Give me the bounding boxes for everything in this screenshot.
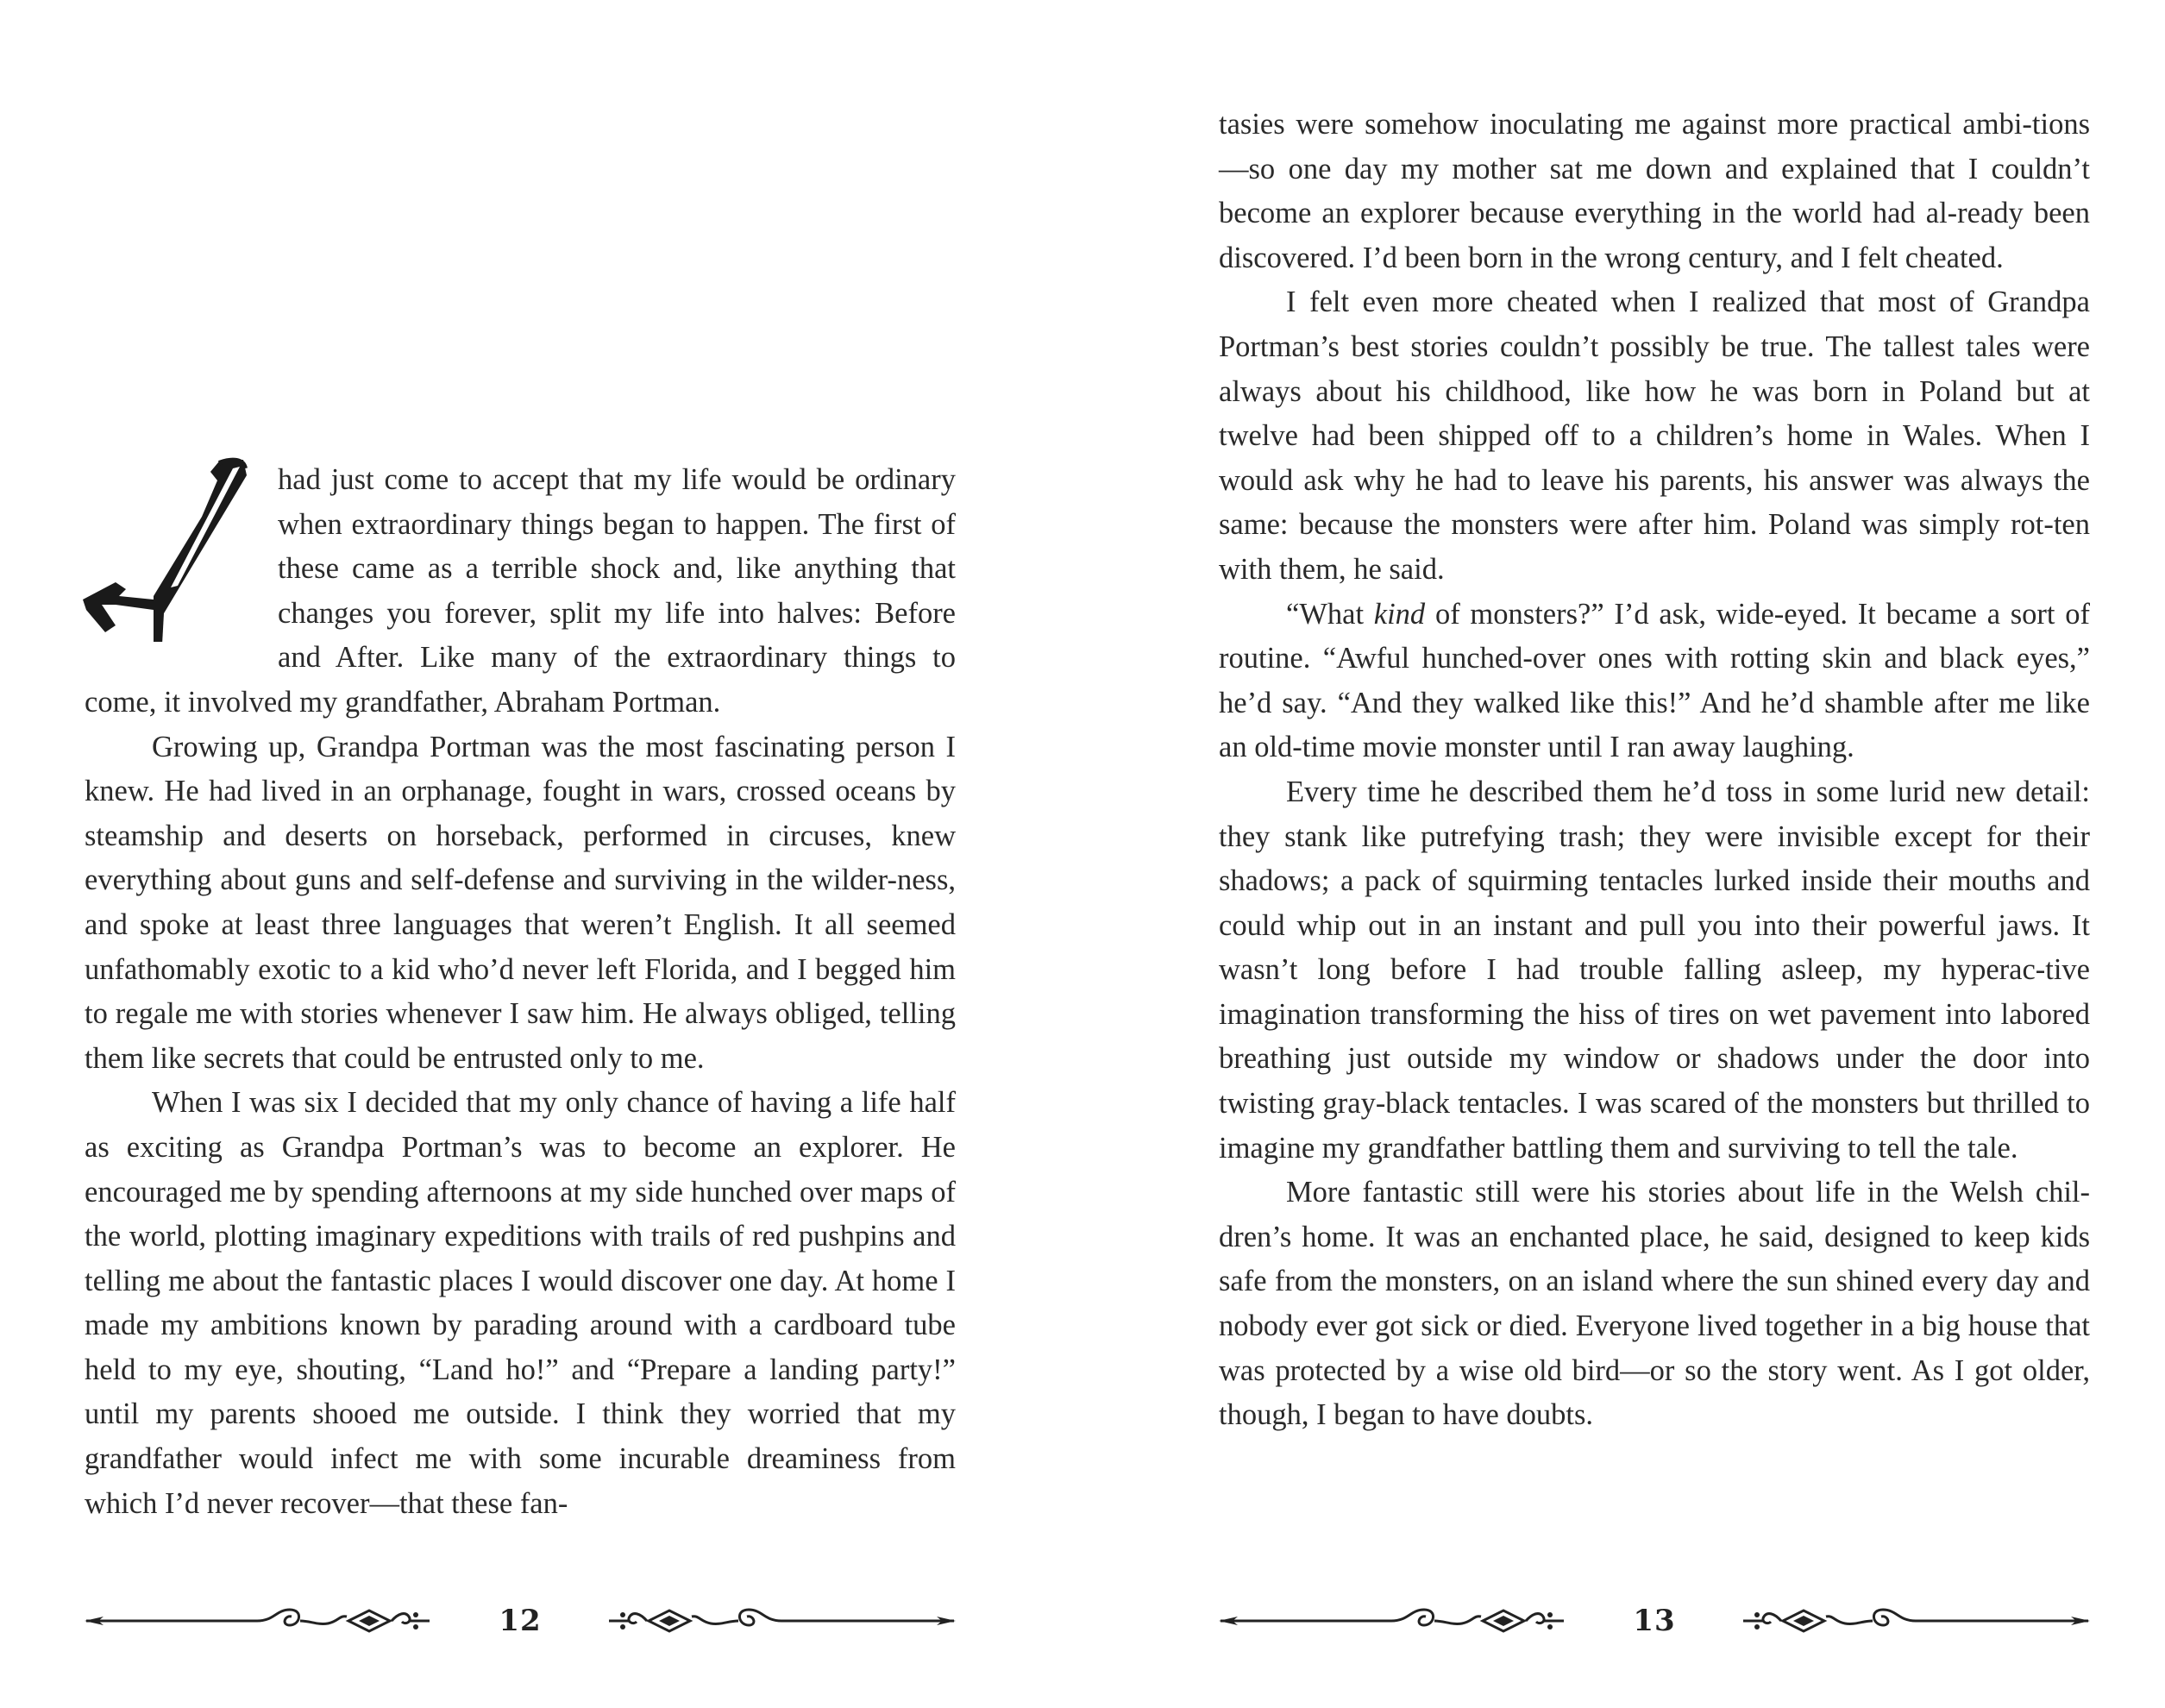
emphasis-text: kind xyxy=(1373,597,1426,631)
page-number: 13 xyxy=(1633,1604,1676,1638)
paragraph: tasies were somehow inoculating me against more practical ambi-tions—so one day my mother sat me down and explained that I couldn’t become an explorer because everything in the world had al-ready been discovered. I’d been born in the wrong century, and I felt cheated. xyxy=(1219,108,2090,274)
page-footer xyxy=(1219,1596,2090,1648)
paragraph: When I was six I decided that my only chance of having a life half as exciting as Grandpa Portman’s was to become an explorer. He encouraged me by spending afternoons at my side hunched over maps of the world, plotting imaginary expeditions with trails of red pushpins and telling me about the fantastic places I would discover one day. At home I made my ambitions known by parading around with a cardboard tube held to my eye, shouting, “Land ho!” and “Prepare a landing party!” until my parents shooed me outside. I think they worried that my grandfather would infect me with some incurable dreaminess from which I’d never recover—that these fan- xyxy=(85,1086,956,1520)
paragraph: More fantastic still were his stories about life in the Welsh chil-dren’s home. It was an enchanted place, he said, designed to keep kids safe from the monsters, on an island where the sun shined every day and nobody ever got sick or died. Everyone lived together in a big house that was protected by a wise old bird—or so the story went. As I got older, though, I began to have doubts. xyxy=(1219,1176,2090,1432)
paragraph: I felt even more cheated when I realized that most of Grandpa Portman’s best stories couldn’t possibly be true. The tallest tales were always about his childhood, like how he was born in Poland but at twelve had been shipped off to a children’s home in Wales. When I would ask why he had to leave his parents, his answer was always the same: because the monsters were after him. Poland was simply rot-ten with them, he said. xyxy=(1219,286,2090,586)
paragraph: Every time he described them he’d toss in some lurid new detail: they stank like putrefying trash; they were invisible except for their shadows; a pack of squirming tentacles lurked inside their mouths and could whip out in an instant and pull you into their powerful jaws. It wasn’t long before I had trouble falling asleep, my hyperac-tive imagination transforming the hiss of tires on wet pavement into labored breathing just outside my window or shadows under the door into twisting gray-black tentacles. I was scared of the monsters but thrilled to imagine my grandfather battling them and surviving to tell the tale. xyxy=(1219,775,2090,1165)
paragraph-text: of monsters?” I’d ask, wide-eyed. It became a sort of routine. “Awful hunched-over ones with rotting skin and black eyes,” he’d say. “And they walked like this!” And he’d shamble after me like an old-time movie monster until I ran away laughing. xyxy=(1219,597,2090,764)
page-number: 12 xyxy=(499,1604,542,1638)
paragraph xyxy=(1219,593,2090,770)
dropcap-icon xyxy=(81,458,278,642)
paragraph: Growing up, Grandpa Portman was the most fascinating person I knew. He had lived in an orphanage, fought in wars, crossed oceans by steamship and deserts on horseback, performed in circuses, knew everything about guns and self-defense and surviving in the wilder-ness, and spoke at least three languages that weren’t English. It all seemed unfathomably exotic to a kid who’d never left Florida, and I begged him to regale me with stories whenever I saw him. He always obliged, telling them like secrets that could be entrusted only to me. xyxy=(85,730,956,1075)
left-text-block xyxy=(85,458,956,1526)
page-footer xyxy=(85,1596,956,1648)
right-text-block xyxy=(1219,103,2090,1438)
paragraph: had just come to accept that my life would be ordinary when extraordinary things began to happen. The first of these came as a terrible shock and, like anything that changes you forever, split my life into halves: Before and After. Like many of the extraordinary things to come, it involved my grandfather, Abraham Portman. xyxy=(85,463,956,719)
paragraph-text: “What xyxy=(1286,597,1374,631)
